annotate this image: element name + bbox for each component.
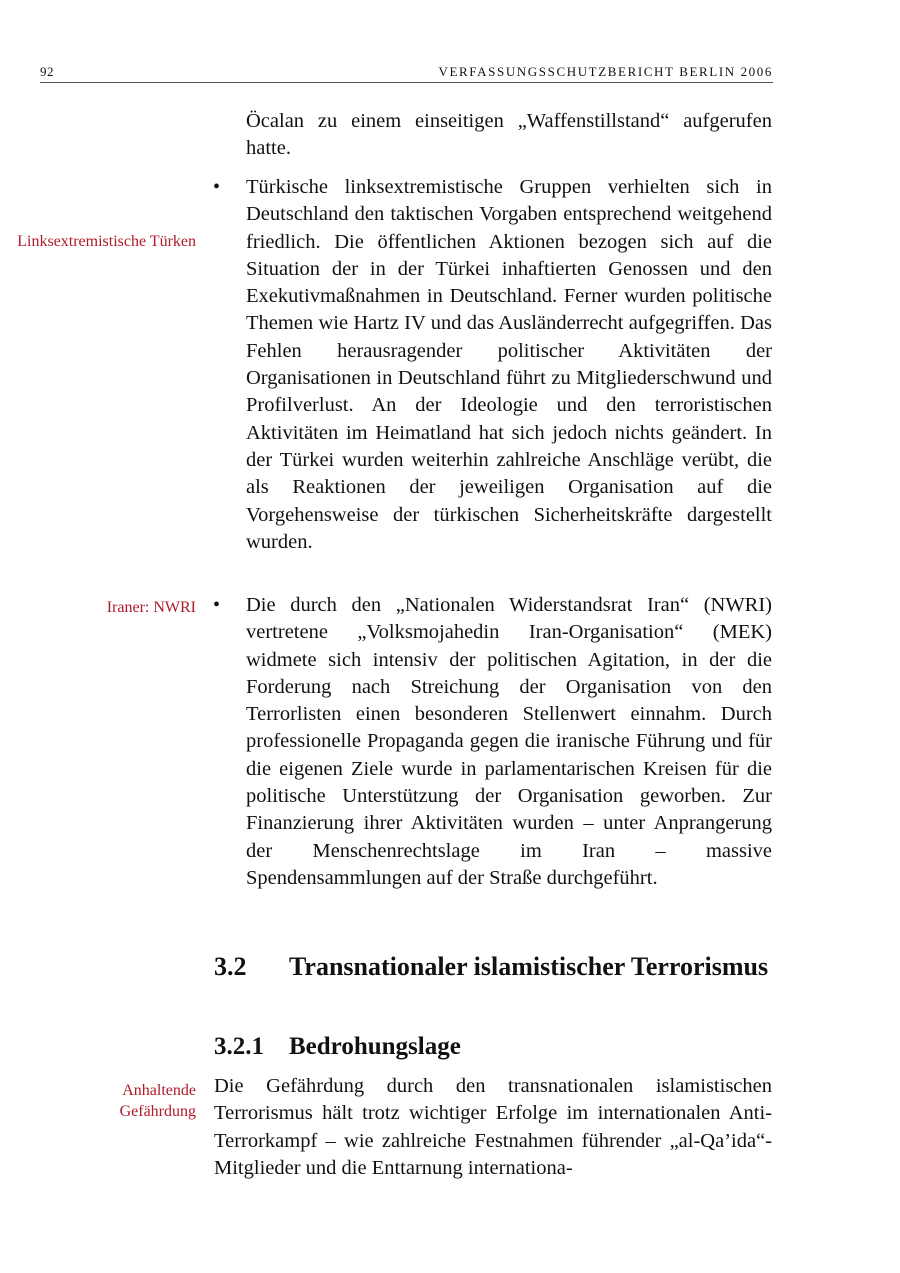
margin-note-threat: Anhaltende Gefährdung <box>119 1082 196 1120</box>
margin-note-turks: Linksextremistische Türken <box>17 233 196 250</box>
section-title: Transnationaler islamistischer Terrorismus <box>289 952 769 981</box>
bullet-icon: • <box>213 594 221 616</box>
subsection-number: 3.2.1 <box>214 1033 264 1060</box>
intro-paragraph: Öcalan zu einem einseitigen „Waffenstillstand“ aufgerufen hatte. <box>246 110 772 160</box>
page-header <box>40 62 773 83</box>
subsection-title: Bedrohungslage <box>289 1033 461 1060</box>
page-number: 92 <box>40 64 54 79</box>
bullet-nwri: Die durch den „Nationalen Widerstandsrat Iran“ (NWRI) vertretene „Volksmojahedin Iran-Organisation“ (MEK) widmete sich intensiv der politischen Agitation, in der die Forderung nach Streichung der Organisation von den Terrorlisten einen besonderen Stellenwert einnahm. Durch professionelle Propaganda gegen die iranische Führung und für die eigenen Ziele wurde in parlamentarischen Kreisen für die politische Unterstützung der Organisation geworben. Zur Finanzierung ihrer Aktivitäten wurden – unter Anprangerung der Menschenrechtslage im Iran – massive Spendensammlungen auf der Straße durchgeführt. <box>246 594 772 889</box>
bullet-icon: • <box>213 176 221 198</box>
section-number: 3.2 <box>214 952 247 981</box>
threat-paragraph: Die Gefährdung durch den transnationalen islamistischen Terrorismus hält trotz wichtiger Erfolge im internationalen Anti-Terrorkampf – wie zahlreiche Festnahmen führender „al-Qa’ida“-Mitglieder und die Enttarnung internationa- <box>214 1075 772 1179</box>
margin-note-nwri: Iraner: NWRI <box>106 599 196 616</box>
running-title: VERFASSUNGSSCHUTZBERICHT BERLIN 2006 <box>438 64 773 79</box>
bullet-turkish-groups: Türkische linksextremistische Gruppen verhielten sich in Deutschland den taktischen Vorgaben entsprechend weitgehend friedlich. Die öffentlichen Aktionen bezogen sich auf die Situation der in der Türkei inhaftierten Genossen und den Exekutivmaßnahmen in Deutschland. Ferner wurden politische Themen wie Hartz IV und das Ausländerrecht aufgegriffen. Das Fehlen herausragender politischer Aktivitäten der Organisationen in Deutschland führt zu Mitgliederschwund und Profilverlust. An der Ideologie und den terroristischen Aktivitäten im Heimatland hat sich jedoch nichts geändert. In der Türkei wurden weiterhin zahlreiche Anschläge verübt, die als Reaktionen der jeweiligen Organisation auf die Vorgehensweise der türkischen Sicherheitskräfte dargestellt wurden. <box>246 176 772 553</box>
